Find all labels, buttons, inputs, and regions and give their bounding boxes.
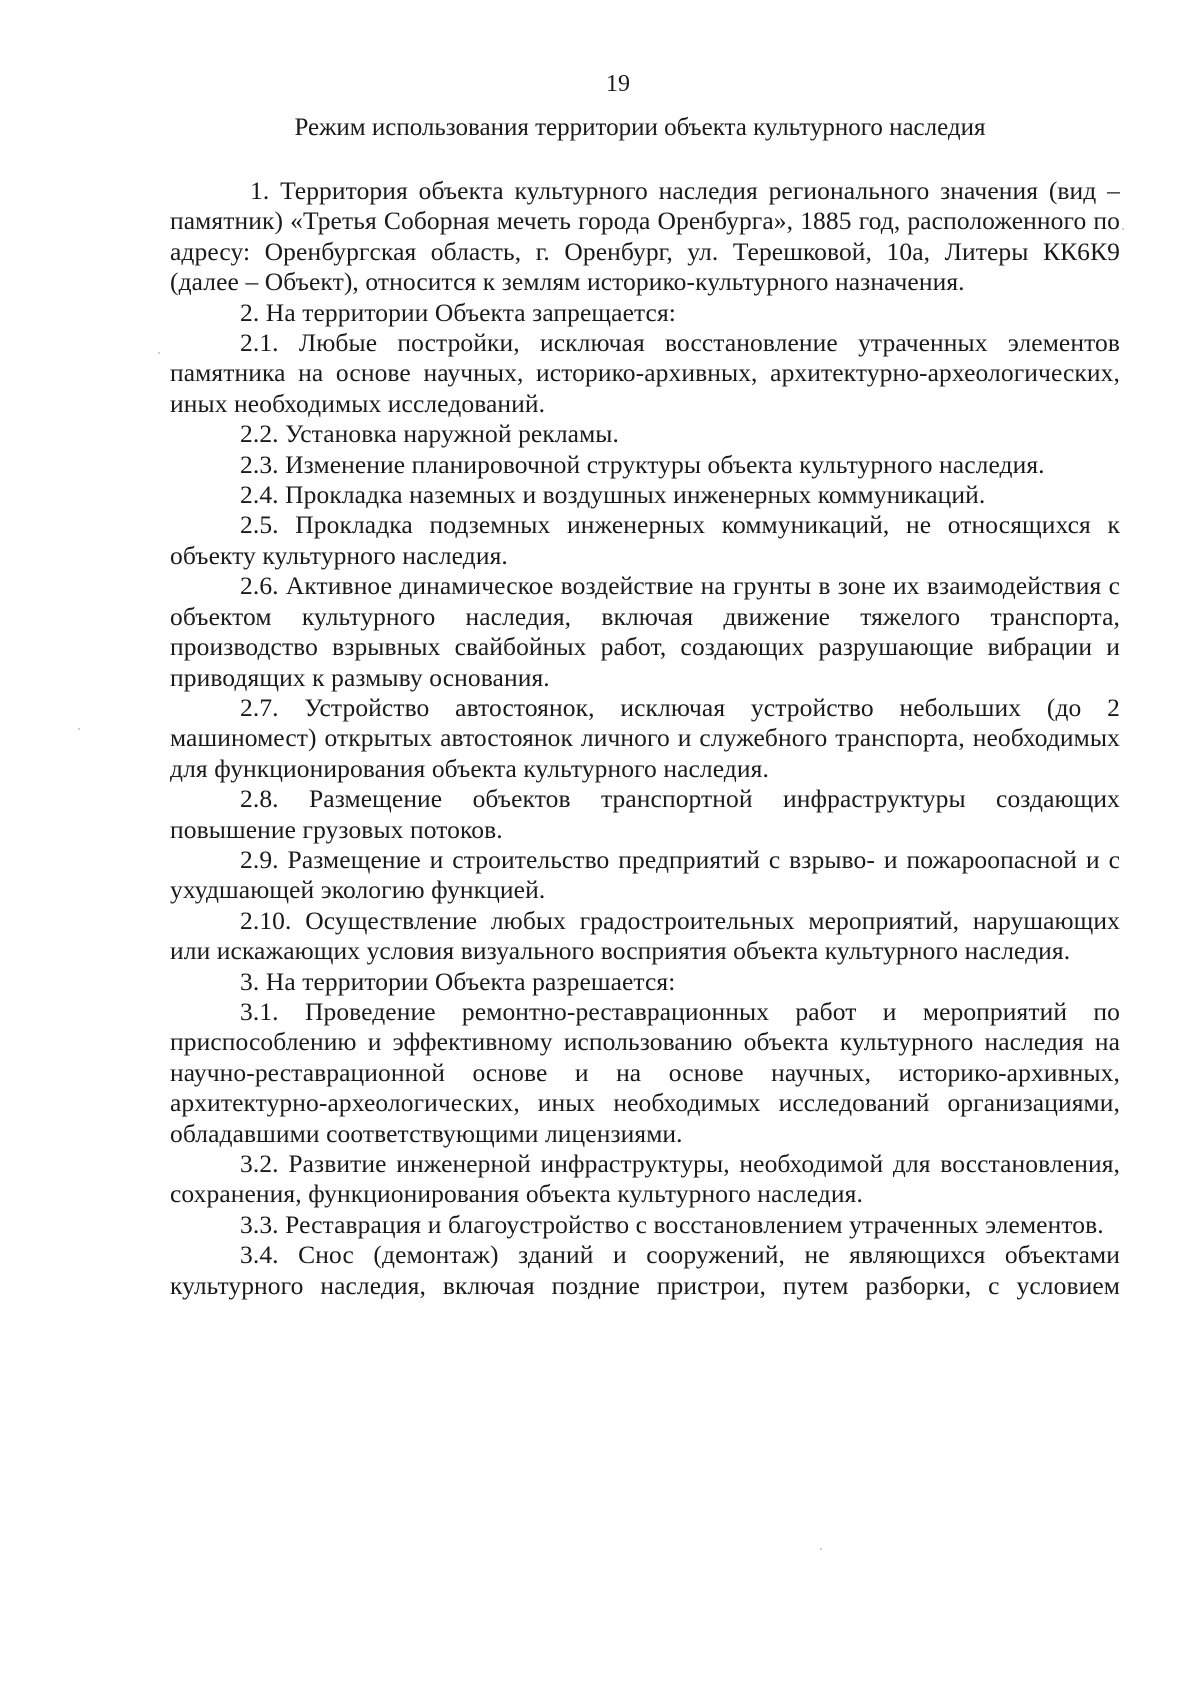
page-number: 19	[606, 71, 630, 97]
scan-speck	[78, 728, 80, 730]
scan-speck	[820, 1548, 822, 1550]
paragraph-3-3: 3.3. Реставрация и благоустройство с восстановлением утраченных элементов.	[240, 1209, 1104, 1239]
paragraph-2-7: 2.7. Устройство автостоянок, исключая устройство небольших (до 2 машиномест) открытых автостоянок личного и служебного транспорта, необходимых для функционирования объекта культурного наследия.	[170, 692, 1120, 783]
document-title: Режим использования территории объекта культурного наследия	[294, 114, 986, 141]
document-body	[170, 176, 1120, 1301]
paragraph-2-4: 2.4. Прокладка наземных и воздушных инженерных коммуникаций.	[240, 480, 986, 510]
paragraph-2: 2. На территории Объекта запрещается:	[240, 297, 676, 327]
paragraph-2-3: 2.3. Изменение планировочной структуры объекта культурного наследия.	[240, 449, 1045, 479]
paragraph-2-5: 2.5. Прокладка подземных инженерных коммуникаций, не относящихся к объекту культурного наследия.	[170, 510, 1120, 570]
paragraph-2-6: 2.6. Активное динамическое воздействие на грунты в зоне их взаимодействия с объектом культурного наследия, включая движение тяжелого транспорта, производство взрывных свайбойных работ, создающих разрушающие вибрации и приводящих к размыву основания.	[170, 571, 1120, 692]
paragraph-3-2: 3.2. Развитие инженерной инфраструктуры, необходимой для восстановления, сохранения, функционирования объекта культурного наследия.	[170, 1149, 1120, 1209]
paragraph-3-1: 3.1. Проведение ремонтно-реставрационных работ и мероприятий по приспособлению и эффективному использованию объекта культурного наследия на научно-реставрационной основе и на основе научных, историко-архивных, архитектурно-археологических, иных необходимых исследований организациями, обладавшими соответствующими лицензиями.	[170, 996, 1120, 1148]
paragraph-2-1: 2.1. Любые постройки, исключая восстановление утраченных элементов памятника на основе научных, историко-архивных, архитектурно-археологических, иных необходимых исследований.	[170, 328, 1120, 418]
paragraph-2-8: 2.8. Размещение объектов транспортной инфраструктуры создающих повышение грузовых потоков.	[170, 784, 1120, 844]
paragraph-2-9: 2.9. Размещение и строительство предприятий с взрыво- и пожароопасной и с ухудшающей экологию функцией.	[170, 844, 1120, 905]
paragraph-3: 3. На территории Объекта разрешается:	[240, 966, 676, 996]
paragraph-1: 1. Территория объекта культурного наследия регионального значения (вид – памятник) «Третья Соборная мечеть города Оренбурга», 1885 год, расположенного по адресу: Оренбургская область, г. Оренбург, ул. Терешковой, 10а, Литеры КК6К9 (далее – Объект), относится к землям историко-культурного назначения.	[170, 176, 1120, 297]
paragraph-2-10: 2.10. Осуществление любых градостроительных мероприятий, нарушающих или искажающих условия визуального восприятия объекта культурного наследия.	[170, 905, 1120, 966]
paragraph-3-4: 3.4. Снос (демонтаж) зданий и сооружений, не являющихся объектами культурного наследия, включая поздние пристрои, путем разборки, с условием	[170, 1240, 1120, 1300]
scan-speck	[1122, 228, 1124, 230]
paragraph-2-2: 2.2. Установка наружной рекламы.	[240, 419, 620, 449]
scan-speck	[158, 352, 160, 354]
